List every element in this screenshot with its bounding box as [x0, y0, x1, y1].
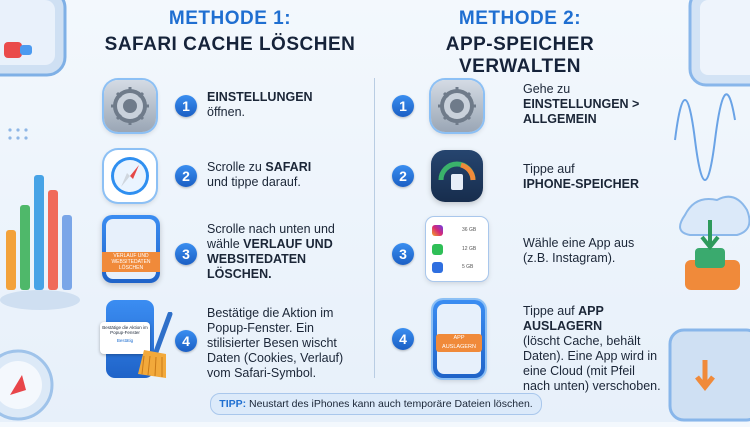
settings-gear-icon-2 — [431, 80, 483, 132]
method1-step4-number: 4 — [175, 330, 197, 352]
method1-step1-rest: öffnen. — [207, 105, 246, 119]
method1-step2-rest: und tippe darauf. — [207, 175, 301, 189]
method2-step2-number: 2 — [392, 165, 414, 187]
app-size-1: 36 GB — [462, 227, 477, 233]
tip-label: TIPP: — [219, 398, 247, 410]
method2-title-line2: APP-SPEICHER VERWALTEN — [445, 34, 595, 77]
whatsapp-icon — [432, 244, 443, 255]
method2-step4-text — [523, 304, 663, 394]
storage-gauge-icon — [431, 150, 483, 202]
method2-step2-bold: IPHONE-SPEICHER — [523, 177, 639, 191]
method1-step2-number: 2 — [175, 165, 197, 187]
method2-step4-rest: (löscht Cache, behält Daten). Eine App wird in eine Cloud (mit Pfeil nach unten) verschoben. — [523, 334, 661, 393]
method1-step1-text — [207, 90, 357, 120]
iphone-clear-history-icon — [102, 215, 160, 283]
left-decoration — [0, 0, 90, 422]
popup-button: Bestätig — [116, 338, 134, 343]
method1-title-line2: SAFARI CACHE LÖSCHEN — [104, 34, 356, 55]
method1-step1-number: 1 — [175, 95, 197, 117]
method1-step2-text — [207, 160, 357, 190]
clear-history-screen-button: VERLAUF UND WEBSITEDATEN LÖSCHEN — [102, 252, 160, 272]
method2-step2-text — [523, 162, 648, 192]
method2-step1-text — [523, 82, 648, 127]
method2-step3-pre: Wähle eine App aus (z.B. Instagram). — [523, 236, 635, 265]
instagram-icon — [432, 225, 443, 236]
settings-gear-icon — [104, 80, 156, 132]
method1-step3-bold: VERLAUF UND WEBSITEDATEN LÖSCHEN. — [207, 237, 333, 281]
method2-step1-number: 1 — [392, 95, 414, 117]
method2-title — [390, 8, 650, 78]
offload-app-screen-button: APP AUSLAGERN — [436, 334, 482, 352]
app-row-whatsapp — [432, 244, 482, 256]
app-size-3: 5 GB — [462, 264, 474, 270]
method2-step3-number: 3 — [392, 243, 414, 265]
popup-text: Bestätige die Aktion im Popup-Fenster — [102, 325, 148, 335]
method1-step1-bold: EINSTELLUNGEN — [207, 90, 313, 104]
method1-title-line1: METHODE 1: — [168, 8, 292, 29]
facebook-icon — [432, 262, 443, 273]
app-list-icon — [426, 217, 488, 281]
method1-step2-pre: Scrolle zu — [207, 160, 266, 174]
method1-title — [100, 8, 360, 56]
app-row-instagram — [432, 225, 482, 237]
method1-step3-number: 3 — [175, 243, 197, 265]
column-divider — [374, 78, 375, 378]
tip-text: Neustart des iPhones kann auch temporäre Dateien löschen. — [246, 398, 533, 410]
method2-step1-bold: EINSTELLUNGEN > ALLGEMEIN — [523, 97, 640, 126]
method1-step2-bold: SAFARI — [265, 160, 312, 174]
broom-popup-icon — [100, 300, 178, 380]
method2-step4-number: 4 — [392, 328, 414, 350]
method2-step2-pre: Tippe auf — [523, 162, 575, 176]
app-row-facebook — [432, 262, 482, 274]
method1-step3-pre: Scrolle nach unten und wähle — [207, 222, 335, 251]
app-size-2: 12 GB — [462, 246, 477, 252]
method2-step1-pre: Gehe zu — [523, 82, 571, 96]
offload-app-icon — [433, 300, 485, 378]
right-decoration — [655, 0, 750, 422]
method2-step4-pre: Tippe auf — [523, 304, 579, 318]
tip-banner — [210, 393, 542, 415]
method1-step3-text — [207, 222, 357, 282]
method2-title-line1: METHODE 2: — [458, 8, 582, 29]
method2-step3-text — [523, 236, 648, 266]
method1-step4-pre: Bestätige die Aktion im Popup-Fenster. Ein stilisierter Besen wischt Daten (Cookies, Verlauf) vom Safari-Symbol. — [207, 306, 344, 380]
method1-step4-text — [207, 306, 367, 381]
method2-step4-bold: APP AUSLAGERN — [523, 304, 604, 333]
safari-compass-icon — [104, 150, 156, 202]
